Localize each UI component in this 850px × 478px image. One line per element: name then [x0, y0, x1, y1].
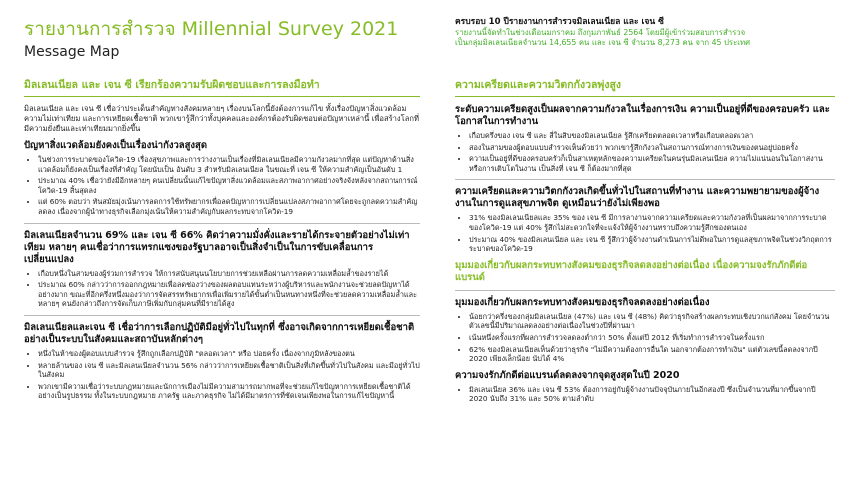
right-section-heading: ความเครียดและความวิตกกังวลพุ่งสูง [455, 76, 835, 97]
bullet-item: • พวกเขามีความเชื่อว่าระบบกฎหมายและนักการเมืองไม่มีความสามารถมากพอที่จะช่วยแก้ไขปัญหาการเหยียดเชื้อชาติได้อย่างเป็นรูปธรรม ทั้งในระบบกฎหมาย ภาครัฐ และภาคธุรกิจ ไม่ได้มีมาตรการที่ชัดเจนเพียงพอในการแก้ไขปัญหานี้ [38, 382, 420, 401]
topic-heading: ปัญหาสิ่งแวดล้อมยังคงเป็นเรื่องน่ากังวลสูงสุด [24, 140, 208, 151]
bullet-item: • ในช่วงการระบาดของโควิด-19 เรื่องสุขภาพและการว่างงานเป็นเรื่องที่มิลเลนเนียลมีความกังวลมากที่สุด แต่ปัญหาด้านสิ่งแวดล้อมก็ยังคงเป็นเรื่องที่สำคัญ โดยนับเป็น อันดับ 3 สำหรับมิลเลนเนียล ในขณะที่ เจน ซี ให้ความสำคัญเป็นอันดับ 1 [38, 155, 420, 174]
page-subtitle: Message Map [24, 44, 120, 60]
bullet-item: • 31% ของมิลเลนเนียลและ 35% ของ เจน ซี มีการลางานจากความเครียดและความกังวลที่เป็นผลมาจากการระบาดของโควิด-19 แต่ 40% รู้สึกไม่สะดวกใจที่จะแจ้งให้ผู้จ้างงานทราบถึงความรู้สึกของตนเอง [469, 213, 835, 232]
bullet-item: • ความเป็นอยู่ที่ดีของครอบครัวก็เป็นสาเหตุหลักของความเครียดในคนรุ่นมิลเลนเนียล ความไม่แน่นอนในโอกาสงานหรือการเติบโตในงาน เป็นสิ่งที่ เจน ซี ก็ต้องมากที่สุด [469, 154, 835, 173]
topic-heading: มิลเลนเนียลและเจน ซี เชื่อว่าการเลือกปฏิบัติมีอยู่ทั่วไปในทุกที่ ซึ่งอาจเกิดจากการเหยียดเชื้อชาติอย่างเป็นระบบในสังคมและสถาบันหลักต่างๆ [24, 321, 415, 345]
topic-heading: ความเครียดและความวิตกกังวลเกิดขึ้นทั่วไปในสถานที่ทำงาน และความพยายามของผู้จ้างงานในการดูแลสุขภาพจิต ดูเหมือนว่ายังไม่เพียงพอ [455, 186, 820, 210]
divider [455, 290, 835, 291]
left-column [24, 76, 420, 407]
bullet-item: • ประมาณ 40% เชื่อว่ายังมีอีกหลายๆ คนเปลี่ยนนั้นแก้ไขปัญหาสิ่งแวดล้อมและสภาพอากาศอย่างจริงจังหลังจากสถานการณ์โควิด-19 สิ้นสุดลง [38, 176, 420, 195]
intro-paragraph: มิลเลนเนียล และ เจน ซี เชื่อว่าประเด็นสำคัญทางสังคมหลายๆ เรื่องบนโลกนี้ยังต้องการแก้ไข ทั้งเรื่องปัญหาสิ่งแวดล้อม ความไม่เท่าเทียม และการเหยียดเชื้อชาติ พวกเขารู้สึกว่าทั้งบุคคลและองค์กรต้องรับผิดชอบต่อปัญหาเหล่านี้ เพื่อสร้างโลกที่มีความยั่งยืนและเท่าเทียมมากยิ่งขึ้น [24, 104, 419, 133]
topic-heading: มุมมองเกี่ยวกับผลกระทบทางสังคมของธุรกิจลดลงอย่างต่อเนื่อง [455, 296, 710, 308]
topic-heading: ความจงรักภักดีต่อแบรนด์ลดลงจากจุดสูงสุดในปี 2020 [455, 369, 680, 381]
bullet-item: • ประมาณ 60% กล่าวว่าการออกกฎหมายเพื่อลดช่องว่างของผลตอบแทนระหว่างผู้บริหารและพนักงานจะช่วยลดปัญหาได้อย่างมาก ขณะที่อีกครึ่งหนึ่งมองว่าการจัดสรรทรัพยากรเพื่อเพิ่มรายได้ขั้นต่ำเป็นหนทางหนึ่งที่จะช่วยลดความเหลื่อมล้ำและหลายๆ คนยังกล่าวถึงการจัดเก็บภาษีเพิ่มกับกลุ่มคนที่มีรายได้สูง [38, 280, 420, 309]
bullet-item: • เกือบครึ่งของ เจน ซี และ สี่ในสิบของมิลเลนเนียล รู้สึกเครียดตลอดเวลาหรือเกือบตลอดเวลา [469, 131, 835, 141]
topic-heading: มิลเลนเนียลจำนวน 69% และ เจน ซี 66% คิดว่าความมั่งคั่งและรายได้กระจายตัวอย่างไม่เท่าเทียม หลายๆ คนเชื่อว่าการแทรกแซงของรัฐบาลอาจเป็นสิ่งจำเป็นในการขับเคลื่อนการเปลี่ยนแปลง [24, 229, 410, 265]
bullet-list [455, 131, 835, 173]
page-title: รายงานการสำรวจ Millennial Survey 2021 [24, 18, 399, 40]
survey-info-heading: ครบรอบ 10 ปีรายงานการสำรวจมิลเลนเนียล และ เจน ซี [455, 17, 664, 27]
bullet-item: • แต่ 60% ตอบว่า ทันสมัยมุ่งเน้นการลดการใช้ทรัพยากรเพื่อลดปัญหาการเปลี่ยนแปลงสภาพอากาศโดยจะถูกลดความสำคัญลดลง เนื่องจากผู้นำทางธุรกิจเลือกมุ่งเน้นให้ความสำคัญกับผลกระทบจากโควิด-19 [38, 197, 420, 216]
bullet-item: • สองในสามของผู้ตอบแบบสำรวจเห็นด้วยว่า พวกเขารู้สึกกังวลในสถานการณ์ทางการเงินของตนอยู่บ่อยครั้ง [469, 143, 835, 153]
bullet-list [455, 213, 835, 253]
bullet-list [24, 155, 420, 217]
divider [24, 315, 420, 316]
topic-heading-highlight: มุมมองเกี่ยวกับผลกระทบทางสังคมของธุรกิจลดลงอย่างต่อเนื่อง เนื่องความจงรักภักดีต่อแบรนด์ [455, 259, 808, 283]
left-section-heading: มิลเลนเนียล และ เจน ซี เรียกร้องความรับผิดชอบและการลงมือทำ [24, 76, 420, 97]
topic-heading: ระดับความเครียดสูงเป็นผลจากความกังวลในเรื่องการเงิน ความเป็นอยู่ที่ดีของครอบครัว และโอกาสในการทำงาน [455, 104, 830, 127]
bullet-list [455, 385, 835, 404]
bullet-item: • ประมาณ 40% ของมิลเลนเนียล และ เจน ซี รู้สึกว่าผู้จ้างงานดำเนินการไม่ดีพอในการดูแลสุขภาพจิตในช่วงวิกฤตการระบาดของโควิด-19 [469, 235, 835, 254]
divider [455, 179, 835, 180]
bullet-item: • 62% ของมิลเลนเนียลเห็นด้วยว่าธุรกิจ "ไม่มีความต้องการอื่นใด นอกจากต้องการทำเงิน" แต่ตัวเลขนี้ลดลงจากปี 2020 เพียงเล็กน้อย นับได้ 4% [469, 345, 835, 364]
divider [24, 223, 420, 224]
survey-info-line: เป็นกลุ่มมิลเลนเนียลจำนวน 14,655 คน และ เจน ซี จำนวน 8,273 คน จาก 45 ประเทศ [455, 38, 751, 47]
bullet-item: • หลายล้านของ เจน ซี และมิลเลนเนียลจำนวน 56% กล่าวว่าการเหยียดเชื้อชาติเป็นสิ่งที่เกิดขึ้นทั่วไปในสังคม และมีอยู่ทั่วไปในสังคม [38, 361, 420, 380]
bullet-item: • หนึ่งในห้าของผู้ตอบแบบสำรวจ รู้สึกถูกเลือกปฏิบัติ "ตลอดเวลา" หรือ บ่อยครั้ง เนื่องจากภูมิหลังของตน [38, 349, 420, 359]
survey-info-box [455, 14, 835, 48]
bullet-list [24, 349, 420, 401]
bullet-item: • น้อยกว่าครึ่งของกลุ่มมิลเลนเนียล (47%) และ เจน ซี (48%) คิดว่าธุรกิจสร้างผลกระทบเชิงบวกแก่สังคม โดยจำนวนตัวเลขนี้มีปริมาณลดลงอย่างต่อเนื่องในช่วงปีที่ผ่านมา [469, 312, 835, 331]
bullet-list [455, 312, 835, 364]
bullet-item: • มิลเลนเนียล 36% และ เจน ซี 53% ต้องการอยู่กับผู้จ้างงานปัจจุบันภายในอีกสองปี ซึ่งเป็นจำนวนที่มากขึ้นจากปี 2020 นับถึง 31% และ 50% ตามลำดับ [469, 385, 835, 404]
right-column [455, 76, 835, 410]
bullet-list [24, 269, 420, 309]
bullet-item: • เน้นหนึ่งครั้งแรกที่ผลการสำรวจลดลงต่ำกว่า 50% ตั้งแต่ปี 2012 ที่เริ่มทำการสำรวจในครั้งแรก [469, 333, 835, 343]
bullet-item: • เกือบหนึ่งในสามของผู้ร่วมการสำรวจ ให้การสนับสนุนนโยบายการช่วยเหลือผ่านการลดความเหลื่อมล้ำของรายได้ [38, 269, 420, 279]
survey-info-line: รายงานนี้จัดทำในช่วงเดือนมกราคม ถึงกุมภาพันธ์ 2564 โดยมีผู้เข้าร่วมสอบการสำรวจ [455, 28, 746, 37]
